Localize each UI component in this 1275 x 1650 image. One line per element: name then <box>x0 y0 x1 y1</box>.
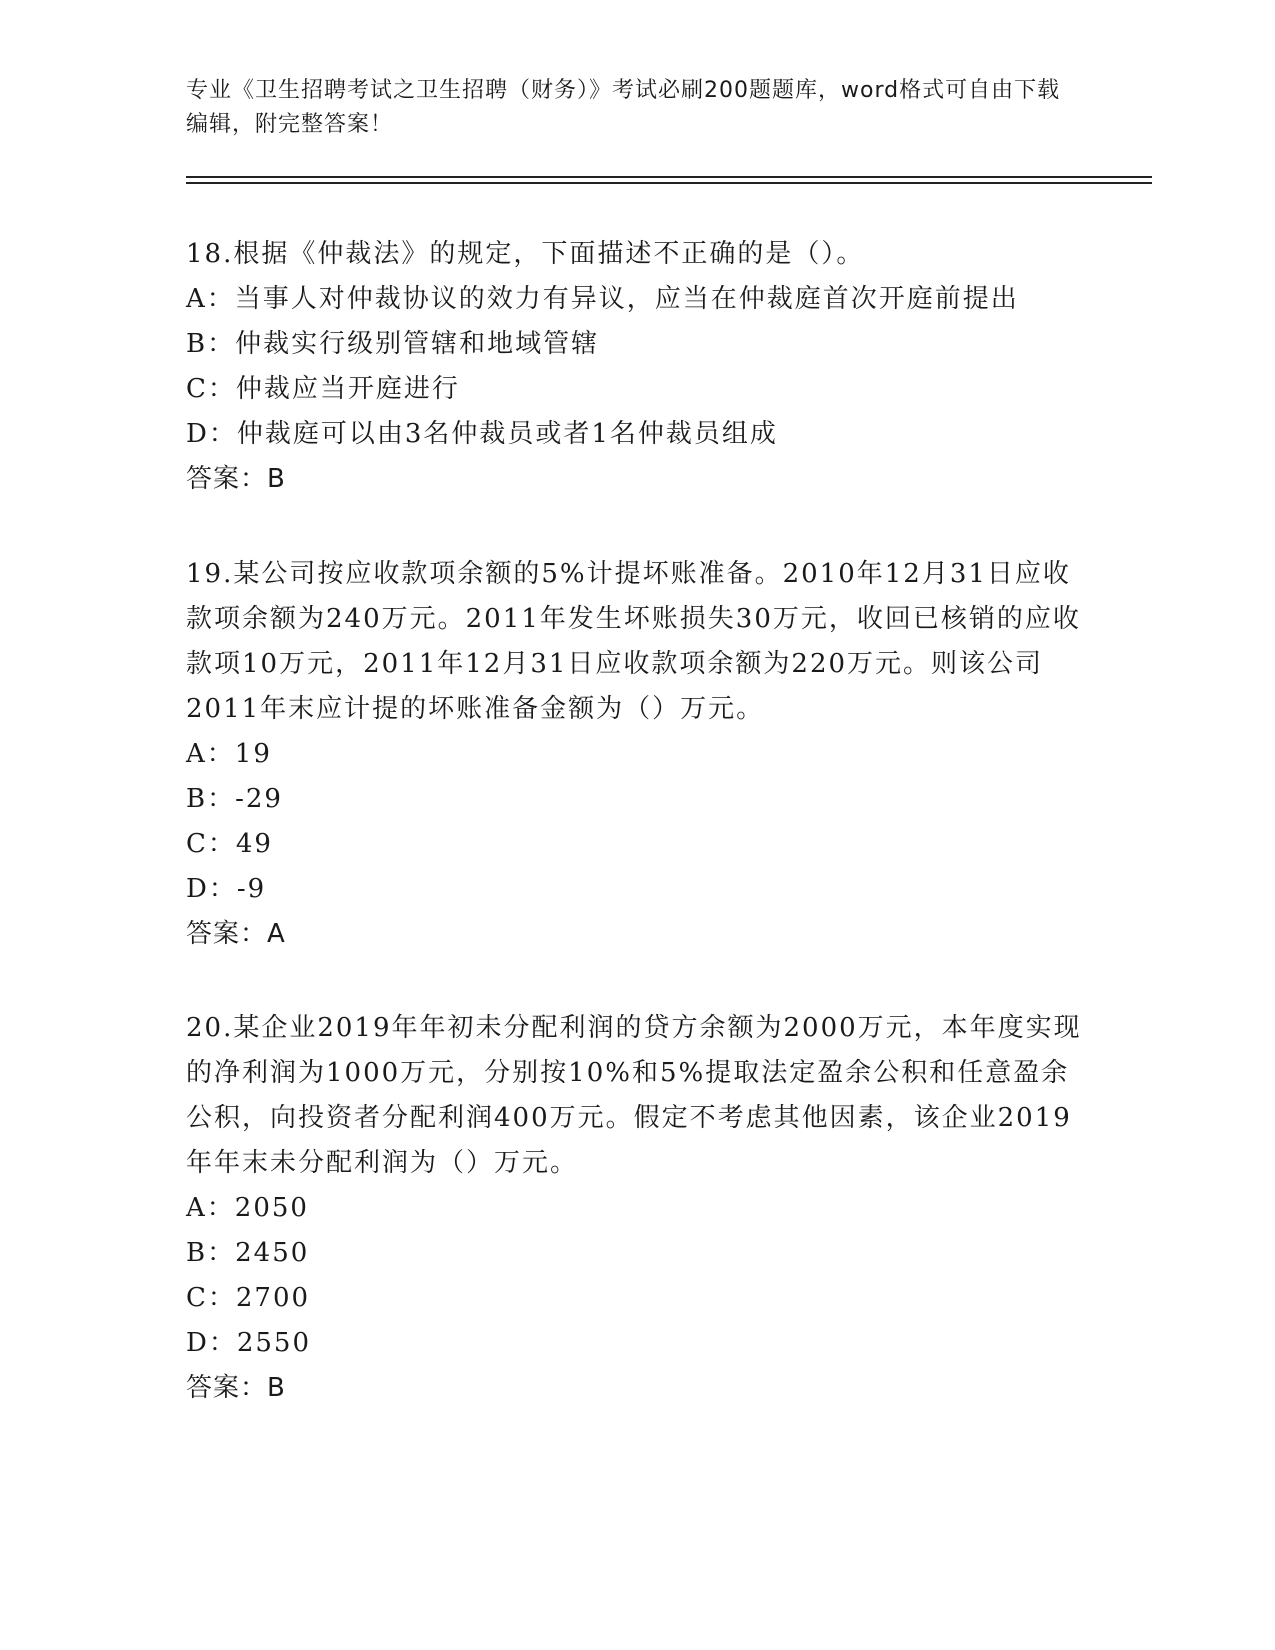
option-a: A：19 <box>186 739 272 769</box>
question-stem: 18.根据《仲裁法》的规定，下面描述不正确的是（）。 <box>186 239 865 269</box>
option-c: C：49 <box>186 829 273 859</box>
question-18 <box>186 232 1086 502</box>
header-rule-bottom <box>186 182 1152 184</box>
option-b: B：仲裁实行级别管辖和地域管辖 <box>186 329 600 359</box>
option-b: B：-29 <box>186 784 283 814</box>
option-d: D：仲裁庭可以由3名仲裁员或者1名仲裁员组成 <box>186 419 778 449</box>
document-header: 专业《卫生招聘考试之卫生招聘（财务）》考试必刷200题题库，word格式可自由下载编辑，附完整答案！ <box>186 78 1061 137</box>
question-stem: 19.某公司按应收款项余额的5%计提坏账准备。2010年12月31日应收款项余额为240万元。2011年发生坏账损失30万元，收回已核销的应收款项10万元，2011年12月31日应收款项余额为220万元。则该公司2011年末应计提的坏账准备金额为（）万元。 <box>186 559 1081 724</box>
option-c: C：仲裁应当开庭进行 <box>186 374 460 404</box>
option-a: A：2050 <box>186 1193 309 1223</box>
answer: 答案：A <box>186 919 286 949</box>
answer: 答案：B <box>186 1373 286 1403</box>
question-19 <box>186 552 1086 957</box>
option-c: C：2700 <box>186 1283 311 1313</box>
option-b: B：2450 <box>186 1238 310 1268</box>
answer: 答案：B <box>186 464 286 494</box>
question-stem: 20.某企业2019年年初未分配利润的贷方余额为2000万元，本年度实现的净利润为1000万元，分别按10%和5%提取法定盈余公积和任意盈余公积，向投资者分配利润400万元。假定不考虑其他因素，该企业2019年年末未分配利润为（）万元。 <box>186 1013 1082 1178</box>
question-20 <box>186 1006 1086 1411</box>
option-d: D：2550 <box>186 1328 312 1358</box>
header-rule-top <box>186 176 1152 178</box>
option-d: D：-9 <box>186 874 267 904</box>
option-a: A：当事人对仲裁协议的效力有异议，应当在仲裁庭首次开庭前提出 <box>186 284 1019 314</box>
